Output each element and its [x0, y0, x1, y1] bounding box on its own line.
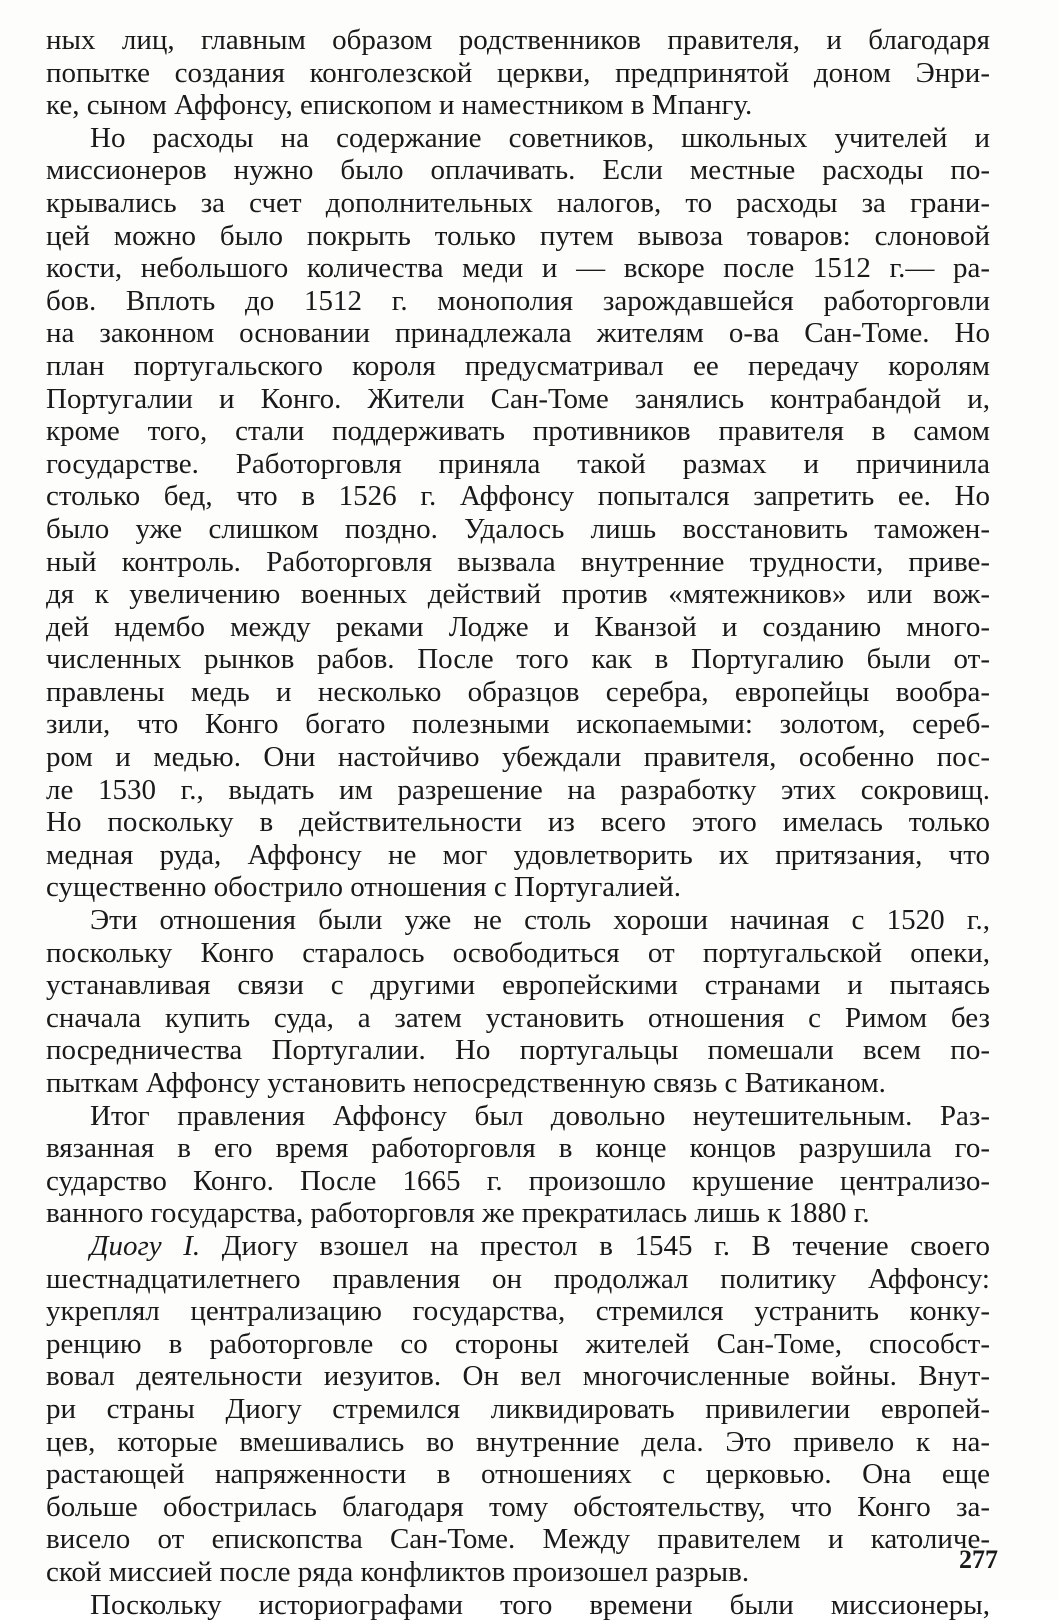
text-line: ле 1530 г., выдать им разрешение на разработку этих сокровищ. [46, 774, 990, 807]
text-line: ри страны Диогу стремился ликвидировать привилегии европей- [46, 1393, 990, 1426]
text-line: дей ндембо между реками Лодже и Кванзой и созданию много- [46, 611, 990, 644]
text-line: ром и медью. Они настойчиво убеждали правителя, особенно пос- [46, 741, 990, 774]
text-line: укреплял централизацию государства, стремился устранить конку- [46, 1295, 990, 1328]
text-line: вовал деятельности иезуитов. Он вел многочисленные войны. Внут- [46, 1360, 990, 1393]
text-line: бов. Вплоть до 1512 г. монополия зарождавшейся работорговли [46, 285, 990, 318]
text-line: сначала купить суда, а затем установить отношения с Римом без [46, 1002, 990, 1035]
text-line: растающей напряженности в отношениях с церковью. Она еще [46, 1458, 990, 1491]
text-line: Португалии и Конго. Жители Сан-Томе занялись контрабандой и, [46, 383, 990, 416]
text-line: Итог правления Аффонсу был довольно неутешительным. Раз- [46, 1100, 990, 1133]
text-line: висело от епископства Сан-Томе. Между правителем и католиче- [46, 1523, 990, 1556]
text-line: Но поскольку в действительности из всего этого имелась только [46, 806, 990, 839]
text-line: цей можно было покрыть только путем вывоза товаров: слоновой [46, 220, 990, 253]
text-run: Диогу взошел на престол в 1545 г. В течение своего [200, 1230, 990, 1262]
text-line: Но расходы на содержание советников, школьных учителей и [46, 122, 990, 155]
text-line: ке, сыном Аффонсу, епископом и наместником в Мпангу. [46, 89, 990, 122]
text-line: ный контроль. Работорговля вызвала внутренние трудности, приве- [46, 546, 990, 579]
text-line: устанавливая связи с другими европейскими странами и пытаясь [46, 969, 990, 1002]
text-line: государстве. Работорговля приняла такой размах и причинила [46, 448, 990, 481]
text-line: вязанная в его время работорговля в конце концов разрушила го- [46, 1132, 990, 1165]
text-line: зили, что Конго богато полезными ископаемыми: золотом, сереб- [46, 708, 990, 741]
text-line: поскольку Конго старалось освободиться от португальской опеки, [46, 937, 990, 970]
section-lead: Диогу I. [90, 1230, 200, 1262]
text-line: план португальского короля предусматривал ее передачу королям [46, 350, 990, 383]
text-line: на законном основании принадлежала жителям о-ва Сан-Томе. Но [46, 317, 990, 350]
text-line: столько бед, что в 1526 г. Аффонсу попытался запретить ее. Но [46, 480, 990, 513]
text-line: ных лиц, главным образом родственников правителя, и благодаря [46, 24, 990, 57]
text-line: попытке создания конголезской церкви, предпринятой доном Энри- [46, 57, 990, 90]
text-line: медная руда, Аффонсу не мог удовлетворить их притязания, что [46, 839, 990, 872]
text-line: существенно обострило отношения с Португалией. [46, 871, 990, 904]
text-line: цев, которые вмешивались во внутренние дела. Это привело к на- [46, 1426, 990, 1459]
text-line: больше обострилась благодаря тому обстоятельству, что Конго за- [46, 1491, 990, 1524]
text-line: Эти отношения были уже не столь хороши начиная с 1520 г., [46, 904, 990, 937]
text-line: было уже слишком поздно. Удалось лишь восстановить таможен- [46, 513, 990, 546]
text-line: ской миссией после ряда конфликтов произошел разрыв. [46, 1556, 990, 1589]
text-line: Поскольку историографами того времени были миссионеры, [46, 1589, 990, 1621]
text-line: кости, небольшого количества меди и — вскоре после 1512 г.— ра- [46, 252, 990, 285]
body-text [46, 24, 990, 1621]
text-line: миссионеров нужно было оплачивать. Если местные расходы по- [46, 154, 990, 187]
text-line [46, 1230, 990, 1263]
text-line: правлены медь и несколько образцов серебра, европейцы вообра- [46, 676, 990, 709]
text-line: ванного государства, работорговля же прекратилась лишь к 1880 г. [46, 1197, 990, 1230]
text-line: дя к увеличению военных действий против «мятежников» или вож- [46, 578, 990, 611]
text-line: шестнадцатилетнего правления он продолжал политику Аффонсу: [46, 1263, 990, 1296]
text-line: кроме того, стали поддерживать противников правителя в самом [46, 415, 990, 448]
text-line: сударство Конго. После 1665 г. произошло крушение централизо- [46, 1165, 990, 1198]
text-line: ренцию в работорговле со стороны жителей Сан-Томе, способст- [46, 1328, 990, 1361]
text-line: численных рынков рабов. После того как в Португалию были от- [46, 643, 990, 676]
text-line: крывались за счет дополнительных налогов, то расходы за грани- [46, 187, 990, 220]
text-line: посредничества Португалии. Но португальцы помешали всем по- [46, 1034, 990, 1067]
page-number: 277 [948, 1545, 998, 1575]
text-line: пыткам Аффонсу установить непосредственную связь с Ватиканом. [46, 1067, 990, 1100]
